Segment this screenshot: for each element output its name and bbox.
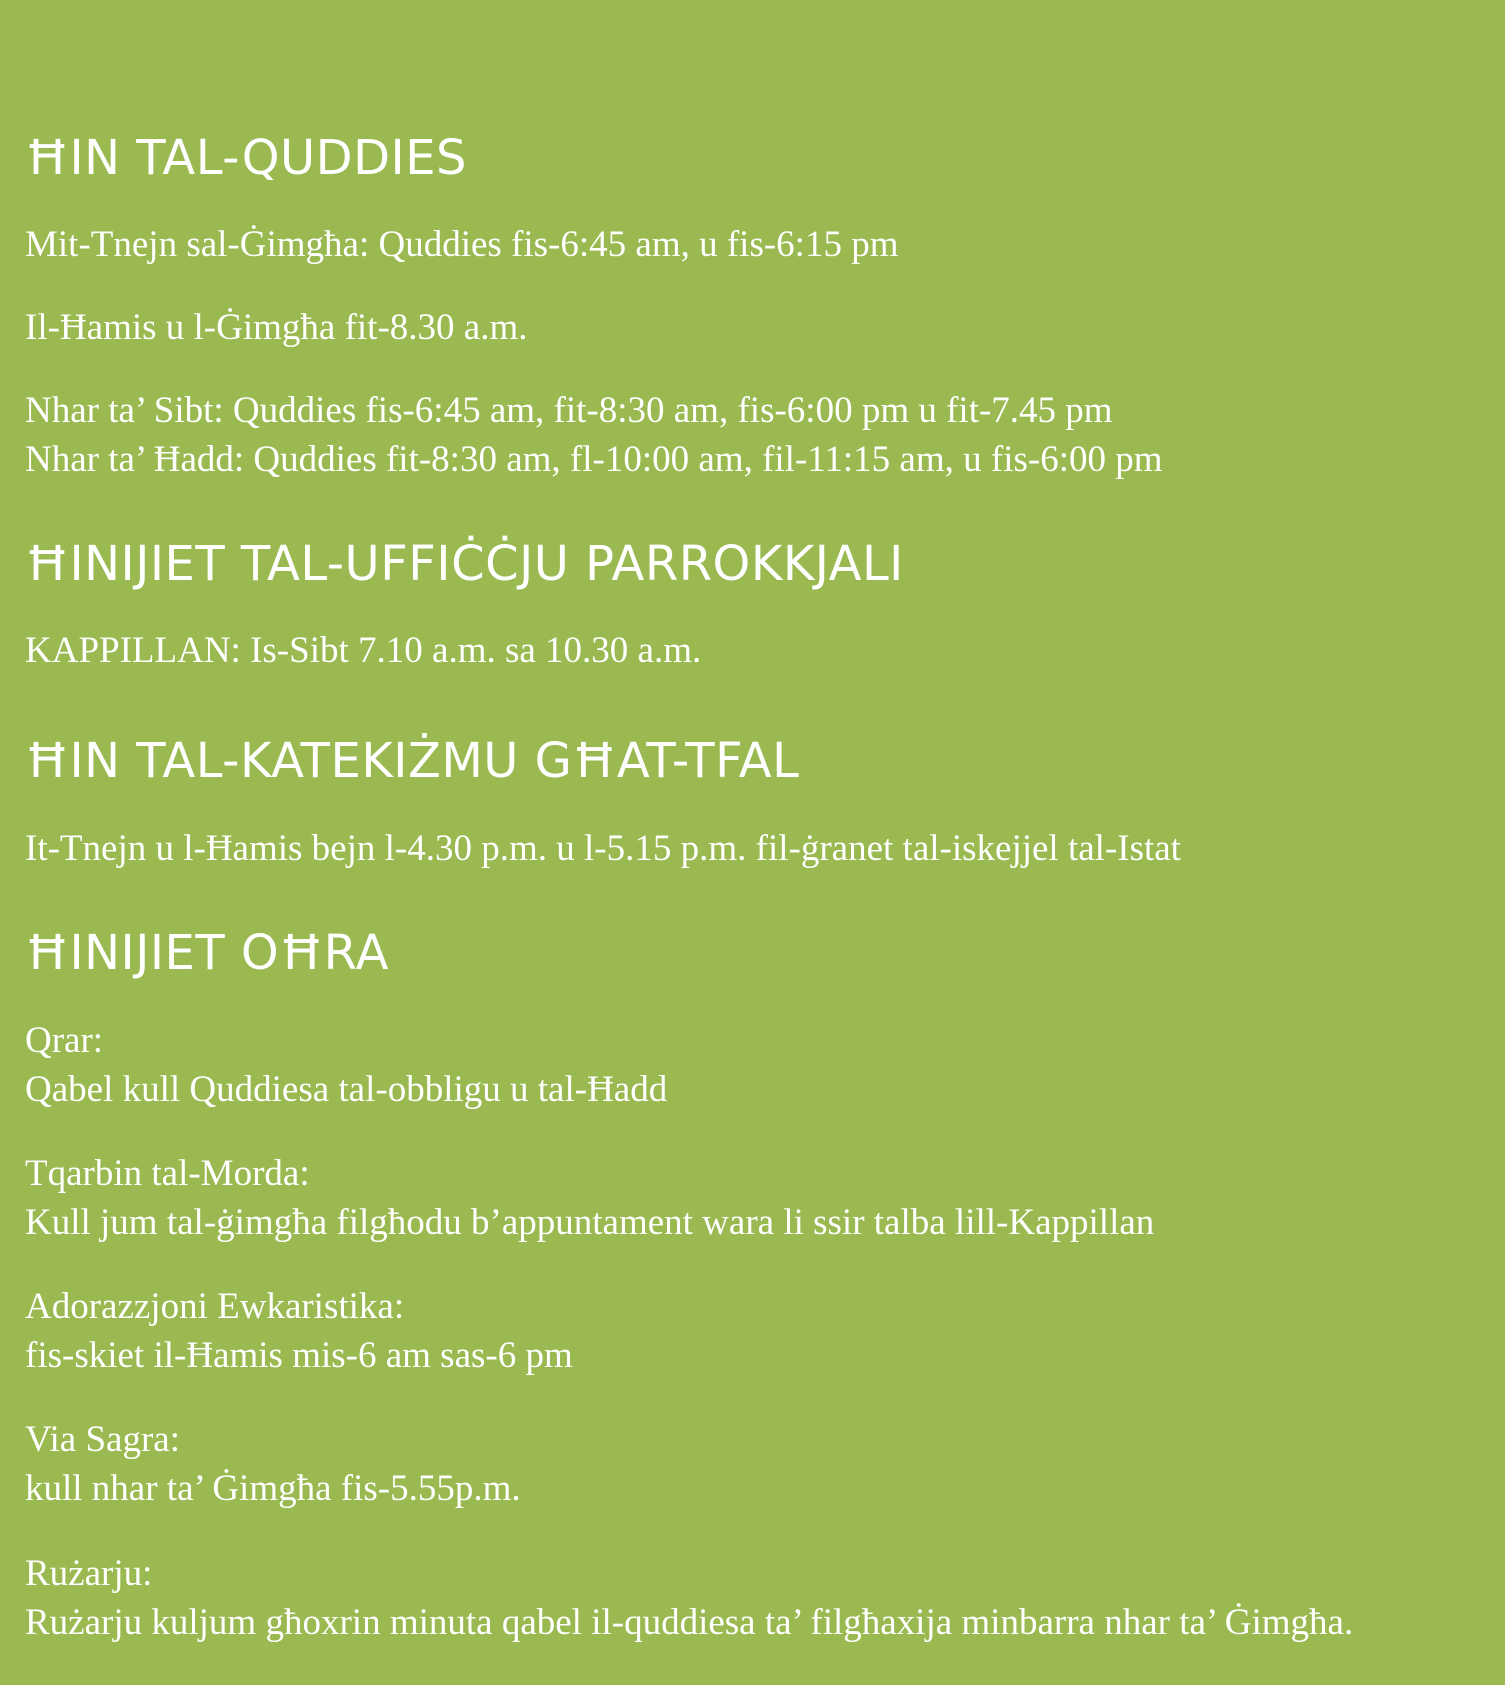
adoration-text: fis-skiet il-Ħamis mis-6 am sas-6 pm — [25, 1335, 573, 1376]
mass-saturday-line: Nhar ta’ Sibt: Quddies fis-6:45 am, fit-8:30 am, fis-6:00 pm u fit-7.45 pm — [25, 390, 1113, 431]
rosary-label: Rużarju: — [25, 1553, 153, 1594]
adoration-label: Adorazzjoni Ewkaristika: — [25, 1286, 405, 1327]
catechism-line: It-Tnejn u l-Ħamis bejn l-4.30 p.m. u l-5.15 p.m. fil-ġranet tal-iskejjel tal-Istat — [25, 828, 1181, 869]
mass-thursday-friday-line: Il-Ħamis u l-Ġimgħa fit-8.30 a.m. — [25, 307, 528, 348]
office-hours-heading: ĦINIJIET TAL-UFFIĊĊJU PARROKKJALI — [25, 536, 904, 592]
catechism-heading: ĦIN TAL-KATEKIŻMU GĦAT-TFAL — [25, 733, 800, 789]
other-times-heading: ĦINIJIET OĦRA — [25, 925, 389, 981]
mass-times-heading: ĦIN TAL-QUDDIES — [25, 130, 467, 186]
mass-sunday-line: Nhar ta’ Ħadd: Quddies fit-8:30 am, fl-10:00 am, fil-11:15 am, u fis-6:00 pm — [25, 439, 1163, 480]
rosary-text: Rużarju kuljum għoxrin minuta qabel il-quddiesa ta’ filgħaxija minbarra nhar ta’ Ġimgħa. — [25, 1602, 1354, 1643]
via-sagra-text: kull nhar ta’ Ġimgħa fis-5.55p.m. — [25, 1468, 521, 1509]
sick-communion-label: Tqarbin tal-Morda: — [25, 1153, 310, 1194]
confession-text: Qabel kull Quddiesa tal-obbligu u tal-Ħadd — [25, 1069, 668, 1110]
sick-communion-text: Kull jum tal-ġimgħa filgħodu b’appuntament wara li ssir talba lill-Kappillan — [25, 1202, 1155, 1243]
via-sagra-label: Via Sagra: — [25, 1419, 180, 1460]
office-hours-line: KAPPILLAN: Is-Sibt 7.10 a.m. sa 10.30 a.m. — [25, 630, 702, 671]
confession-label: Qrar: — [25, 1020, 104, 1061]
mass-weekday-line: Mit-Tnejn sal-Ġimgħa: Quddies fis-6:45 am, u fis-6:15 pm — [25, 224, 899, 265]
